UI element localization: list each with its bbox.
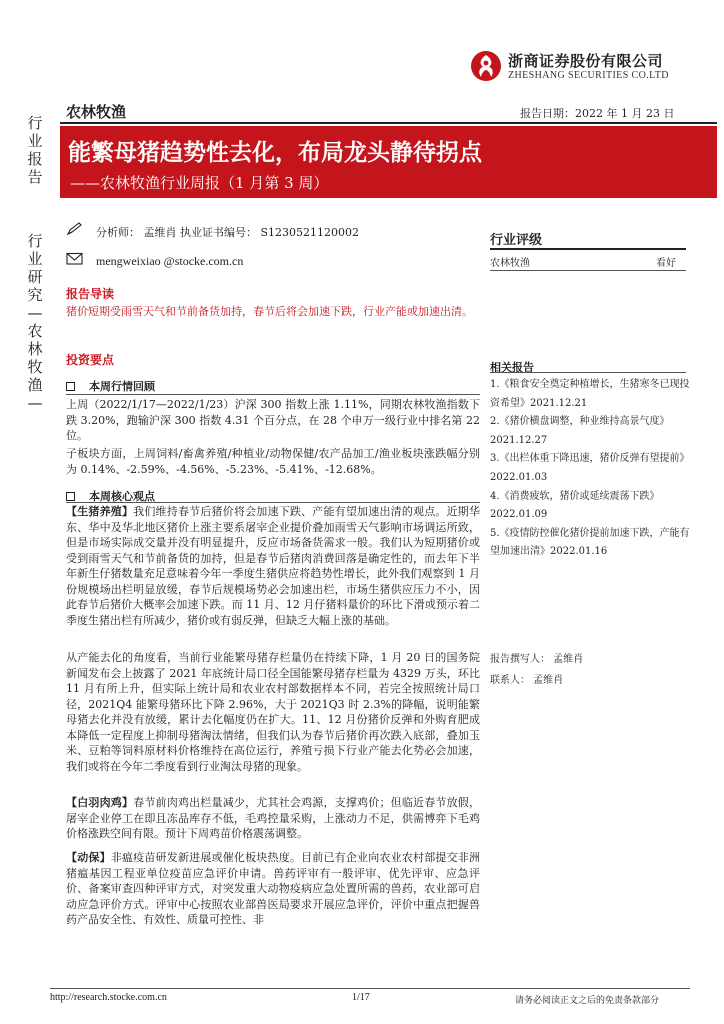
poultry-text: 春节前肉鸡出栏量减少，尤其社会鸡源，支撑鸡价；但临近春节放假，屠宰企业停工在即且冻品库存不低，毛鸡控量采购，上涨动力不足，供需博弈下毛鸡价格涨跌空间有限。预计下周鸡苗价格震荡调整。 [66, 796, 481, 840]
report-title: 能繁母猪趋势性去化，布局龙头静待拐点 [68, 140, 482, 166]
company-name-en: ZHESHANG SECURITIES CO.LTD [508, 70, 669, 81]
side-sector-char: 研 [27, 268, 43, 286]
vet-para [66, 850, 480, 928]
weekly-review-para-2: 子板块方面，上周饲料/畜禽养殖/种植业/动物保健/农产品加工/渔业板块涨跌幅分别为 0.14%、-2.59%、-4.56%、-5.23%、-5.41%、-12.68%。 [66, 447, 480, 476]
rating-value: 看好 [656, 258, 676, 269]
rating-title: 行业评级 [490, 233, 543, 248]
title-banner [60, 126, 717, 198]
pig-para-1 [66, 504, 480, 628]
report-date: 报告日期：2022 年 1 月 23 日 [520, 107, 675, 120]
page-number: 1/17 [352, 992, 370, 1003]
footer-divider [50, 988, 690, 989]
pig-para-2: 从产能去化的角度看，当前行业能繁母猪存栏量仍在持续下降，1 月 20 日的国务院新闻发布会上披露了 2021 年底统计局口径全国能繁母猪存栏量为 4329 万头，环比 11 月有所上升，但实际上统计局和农业农村部数据样本不同，若完全按照统计局口径，2021Q4 能繁母猪环比下降 2.96%，大于 2021Q3 时 2.3%的降幅，说明能繁母猪去化并没有放缓，累计去化幅度仍在扩大。11、12 月份猪价反弹和外购育肥成本降低一定程度上抑制母猪淘汰情绪，但我们认为春节后猪价再次跌入底部，叠加玉米、豆粕等饲料原材料价格维持在高位运行，养殖亏损下行业产能去化势必会加速，我们或将在今年二季度看到行业淘汰母猪的现象。 [66, 651, 480, 773]
footer-url[interactable]: http://research.stocke.com.cn [50, 992, 167, 1003]
side-sector-char: 农 [27, 322, 43, 340]
core-view-title: 本周核心观点 [89, 490, 155, 503]
poultry-tag: 【白羽肉鸡】 [66, 796, 134, 809]
guide-text: 猪价短期受雨雪天气和节前备货加持，春节后将会加速下跌，行业产能或加速出清。 [66, 305, 473, 318]
related-divider [490, 372, 686, 373]
square-bullet-icon [66, 382, 75, 391]
side-report-type [25, 114, 45, 186]
highlights-heading: 投资要点 [66, 353, 115, 367]
company-name-cn: 浙商证券股份有限公司 [508, 52, 664, 70]
side-report-char: 报 [27, 150, 43, 168]
side-sector-char: 行 [27, 232, 43, 250]
rating-sector: 农林牧渔 [490, 258, 530, 269]
side-sector-char: 牧 [27, 358, 43, 376]
vet-text: 非瘟疫苗研发新进展或催化板块热度。目前已有企业向农业农村部提交非洲猪瘟基因工程亚单位疫苗应急评价申请。兽药评审有一般评审、优先评审、应急评价、备案审查四种评审方式，对突发重大动物疫病应急处置所需的兽药，农业部可启动应急评价方式。评审中心按照农业部兽医局要求开展应急评价，评价中重点把握兽药产品安全性、有效性、质量可控性、非 [66, 851, 481, 926]
pig-text-1: 我们维持春节后猪价将会加速下跌、产能有望加速出清的观点。近期华东、华中及华北地区猪价上涨主要系屠宰企业提价叠加雨雪天气影响市场调运所致，但是市场实际成交量并没有明显提升，反应市场备货需求一般。我们认为短期猪价或受到雨雪天气和节前备货的加持，但是春节后猪肉消费回落是确定性的，而去年下半年新生仔猪数量充足意味着今年一季度生猪供应将趋势性增长，此外我们观察到 1 月份规模场出栏明显放缓，春节后规模场势必会加速出栏，市场生猪供应压力不小，因此春节后猪价大概率会加速下跌。而 11 月、12 月仔猪料量价的环比下滑或预示着二季度生猪出栏有所减少，猪价或有弱反弹，但缺乏大幅上涨的基础。 [66, 505, 481, 627]
weekly-review-para-1: 上周（2022/1/17—2022/1/23）沪深 300 指数上涨 1.11%，同期农林牧渔指数下跌 3.20%，跑输沪深 300 指数 4.31 个百分点，在 28 个申万一级行业中排名第 22 位。 [66, 398, 480, 442]
related-report-item[interactable]: 3.《出栏体重下降迅速，猪价反弹有望提前》2022.01.03 [490, 453, 690, 483]
analyst-info: 分析师： 孟维肖 执业证书编号： S1230521120002 [96, 226, 360, 239]
rating-divider [490, 248, 686, 250]
company-logo-icon [470, 50, 502, 82]
side-sector-char: 林 [27, 340, 43, 358]
related-report-item[interactable]: 2.《猪价横盘调整，种业维持高景气度》2021.12.27 [490, 416, 670, 446]
vet-tag: 【动保】 [66, 851, 111, 864]
mail-icon [66, 252, 84, 266]
related-reports-title: 相关报告 [490, 361, 534, 374]
report-subtitle: ——农林牧渔行业周报（1 月第 3 周） [70, 174, 329, 192]
side-report-char: 行 [27, 114, 43, 132]
square-bullet-icon [66, 492, 75, 501]
side-sector-char: — [27, 304, 43, 322]
footer-disclaimer: 请务必阅读正文之后的免责条款部分 [515, 996, 660, 1006]
sector-label: 农林牧渔 [66, 103, 127, 121]
header-divider [60, 122, 717, 124]
poultry-para [66, 795, 480, 842]
side-sector-char: 渔 [27, 376, 43, 394]
pen-icon [66, 222, 84, 236]
weekly-divider [66, 394, 480, 395]
side-report-char: 告 [27, 168, 43, 186]
analyst-email[interactable]: mengweixiao @stocke.com.cn [96, 254, 244, 268]
core-divider [66, 502, 480, 503]
side-sector-char: — [27, 394, 43, 412]
related-report-item[interactable]: 1.《粮食安全奠定种植增长，生猪寒冬已现投资希望》2021.12.21 [490, 379, 690, 409]
side-sector-char: 业 [27, 250, 43, 268]
side-report-char: 业 [27, 132, 43, 150]
side-sector-char: 究 [27, 286, 43, 304]
weekly-review-heading [66, 378, 155, 394]
related-report-item[interactable]: 5.《疫情防控催化猪价提前加速下跌，产能有望加速出清》2022.01.16 [490, 527, 690, 558]
guide-heading: 报告导读 [66, 287, 115, 301]
rating-bottom-divider [490, 270, 686, 271]
pig-tag: 【生猪养殖】 [66, 505, 134, 518]
side-sector-label [25, 232, 45, 412]
report-contact: 联系人： 孟维肖 [490, 675, 564, 686]
related-report-item[interactable]: 4.《消费疲软，猪价或延续震荡下跌》2022.01.09 [490, 490, 660, 521]
weekly-review-title: 本周行情回顾 [89, 380, 155, 393]
related-reports-list [490, 376, 690, 562]
report-writer: 报告撰写人： 孟维肖 [490, 654, 584, 665]
